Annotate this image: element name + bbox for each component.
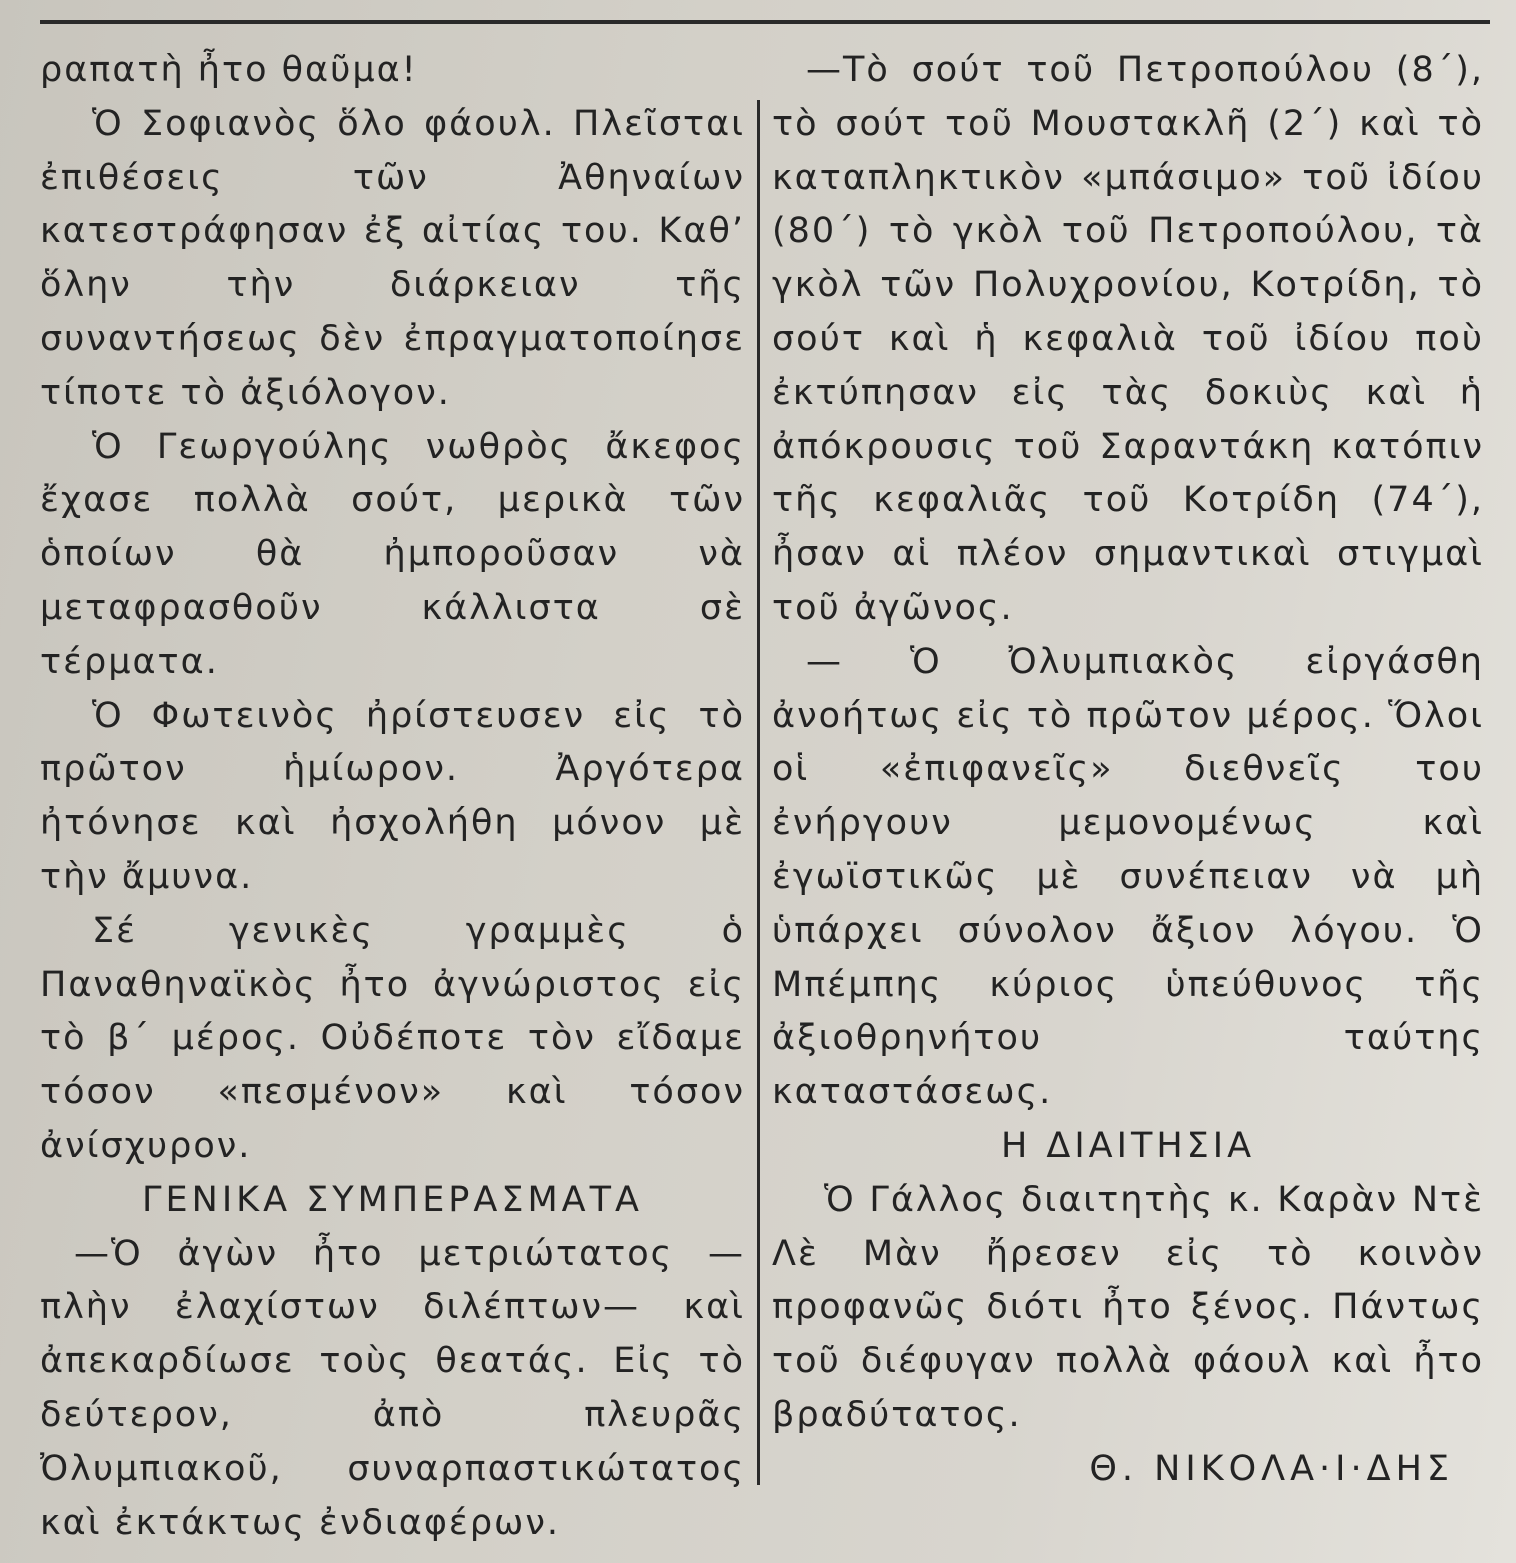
left-column xyxy=(40,44,745,1550)
author-signature: Θ. ΝΙΚΟΛΑ·Ι·ΔΗΣ xyxy=(1089,1448,1454,1489)
paragraph: Σέ γενικὲς γραμμὲς ὁ Παναθηναϊκὸς ἦτο ἀγνώριστος εἰς τὸ β΄ μέρος. Οὐδέποτε τὸν εἴδαμε τόσον «πεσμένον» καὶ τόσον ἀνίσχυρον. xyxy=(40,910,745,1166)
paragraph: —Ὁ ἀγὼν ἦτο μετριώτατος — πλὴν ἐλαχίστων διλέπτων— καὶ ἀπεκαρδίωσε τοὺς θεατάς. Εἰς τὸ δεύτερον, ἀπὸ πλευρᾶς Ὀλυμπιακοῦ, συναρπαστικώτατος καὶ ἐκτάκτως ἐνδιαφέρων. xyxy=(40,1233,745,1543)
paragraph: Ὁ Γάλλος διαιτητὴς κ. Καρὰν Ντὲ Λὲ Μὰν ἤρεσεν εἰς τὸ κοινὸν προφανῶς διότι ἦτο ξένος. Πάντως τοῦ διέφυγαν πολλὰ φάουλ καὶ ἦτο βραδύτατος. xyxy=(772,1179,1484,1435)
paragraph: ραπατὴ ἦτο θαῦμα! xyxy=(40,50,418,90)
section-heading: Η ΔΙΑΙΤΗΣΙΑ xyxy=(1000,1125,1256,1166)
section-heading: ΓΕΝΙΚΑ ΣΥΜΠΕΡΑΣΜΑΤΑ xyxy=(142,1179,643,1220)
paragraph: Ὁ Γεωργούλης νωθρὸς ἄκεφος ἔχασε πολλὰ σούτ, μερικὰ τῶν ὁποίων θὰ ἠμποροῦσαν νὰ μεταφρασθοῦν κάλλιστα σὲ τέρματα. xyxy=(40,426,745,682)
paragraph: —Τὸ σούτ τοῦ Πετροπούλου (8΄), τὸ σούτ τοῦ Μουστακλῆ (2΄) καὶ τὸ καταπληκτικὸν «μπάσιμο» τοῦ ἰδίου (80΄) τὸ γκὸλ τοῦ Πετροπούλου, τὰ γκὸλ τῶν Πολυχρονίου, Κοτρίδη, τὸ σούτ καὶ ἡ κεφαλιὰ τοῦ ἰδίου ποὺ ἐκτύπησαν εἰς τὰς δοκιὺς καὶ ἡ ἀπόκρουσις τοῦ Σαραντάκη κατόπιν τῆς κεφαλιᾶς τοῦ Κοτρίδη (74΄), ἦσαν αἱ πλέον σημαντικαὶ στιγμαὶ τοῦ ἀγῶνος. xyxy=(772,50,1484,628)
paragraph: — Ὁ Ὀλυμπιακὸς εἰργάσθη ἀνοήτως εἰς τὸ πρῶτον μέρος. Ὅλοι οἱ «ἐπιφανεῖς» διεθνεῖς του ἐνήργουν μεμονομένως καὶ ἐγωϊστικῶς μὲ συνέπειαν νὰ μὴ ὑπάρχει σύνολον ἄξιον λόγου. Ὁ Μπέμπης κύριος ὑπεύθυνος τῆς ἀξιοθρηνήτου ταύτης καταστάσεως. xyxy=(772,641,1484,1113)
paragraph: Ὁ Σοφιανὸς ὅλο φάουλ. Πλεῖσται ἐπιθέσεις τῶν Ἀθηναίων κατεστράφησαν ἐξ αἰτίας του. Καθ’ ὅλην τὴν διάρκειαν τῆς συναντήσεως δὲν ἐπραγματοποίησε τίποτε τὸ ἀξιόλογον. xyxy=(40,103,745,413)
top-rule xyxy=(40,20,1490,24)
column-divider xyxy=(757,100,760,1485)
paragraph: Ὁ Φωτεινὸς ἠρίστευσεν εἰς τὸ πρῶτον ἡμίωρον. Ἀργότερα ἠτόνησε καὶ ἠσχολήθη μόνον μὲ τὴν ἄμυνα. xyxy=(40,695,745,897)
right-column xyxy=(772,44,1484,1497)
